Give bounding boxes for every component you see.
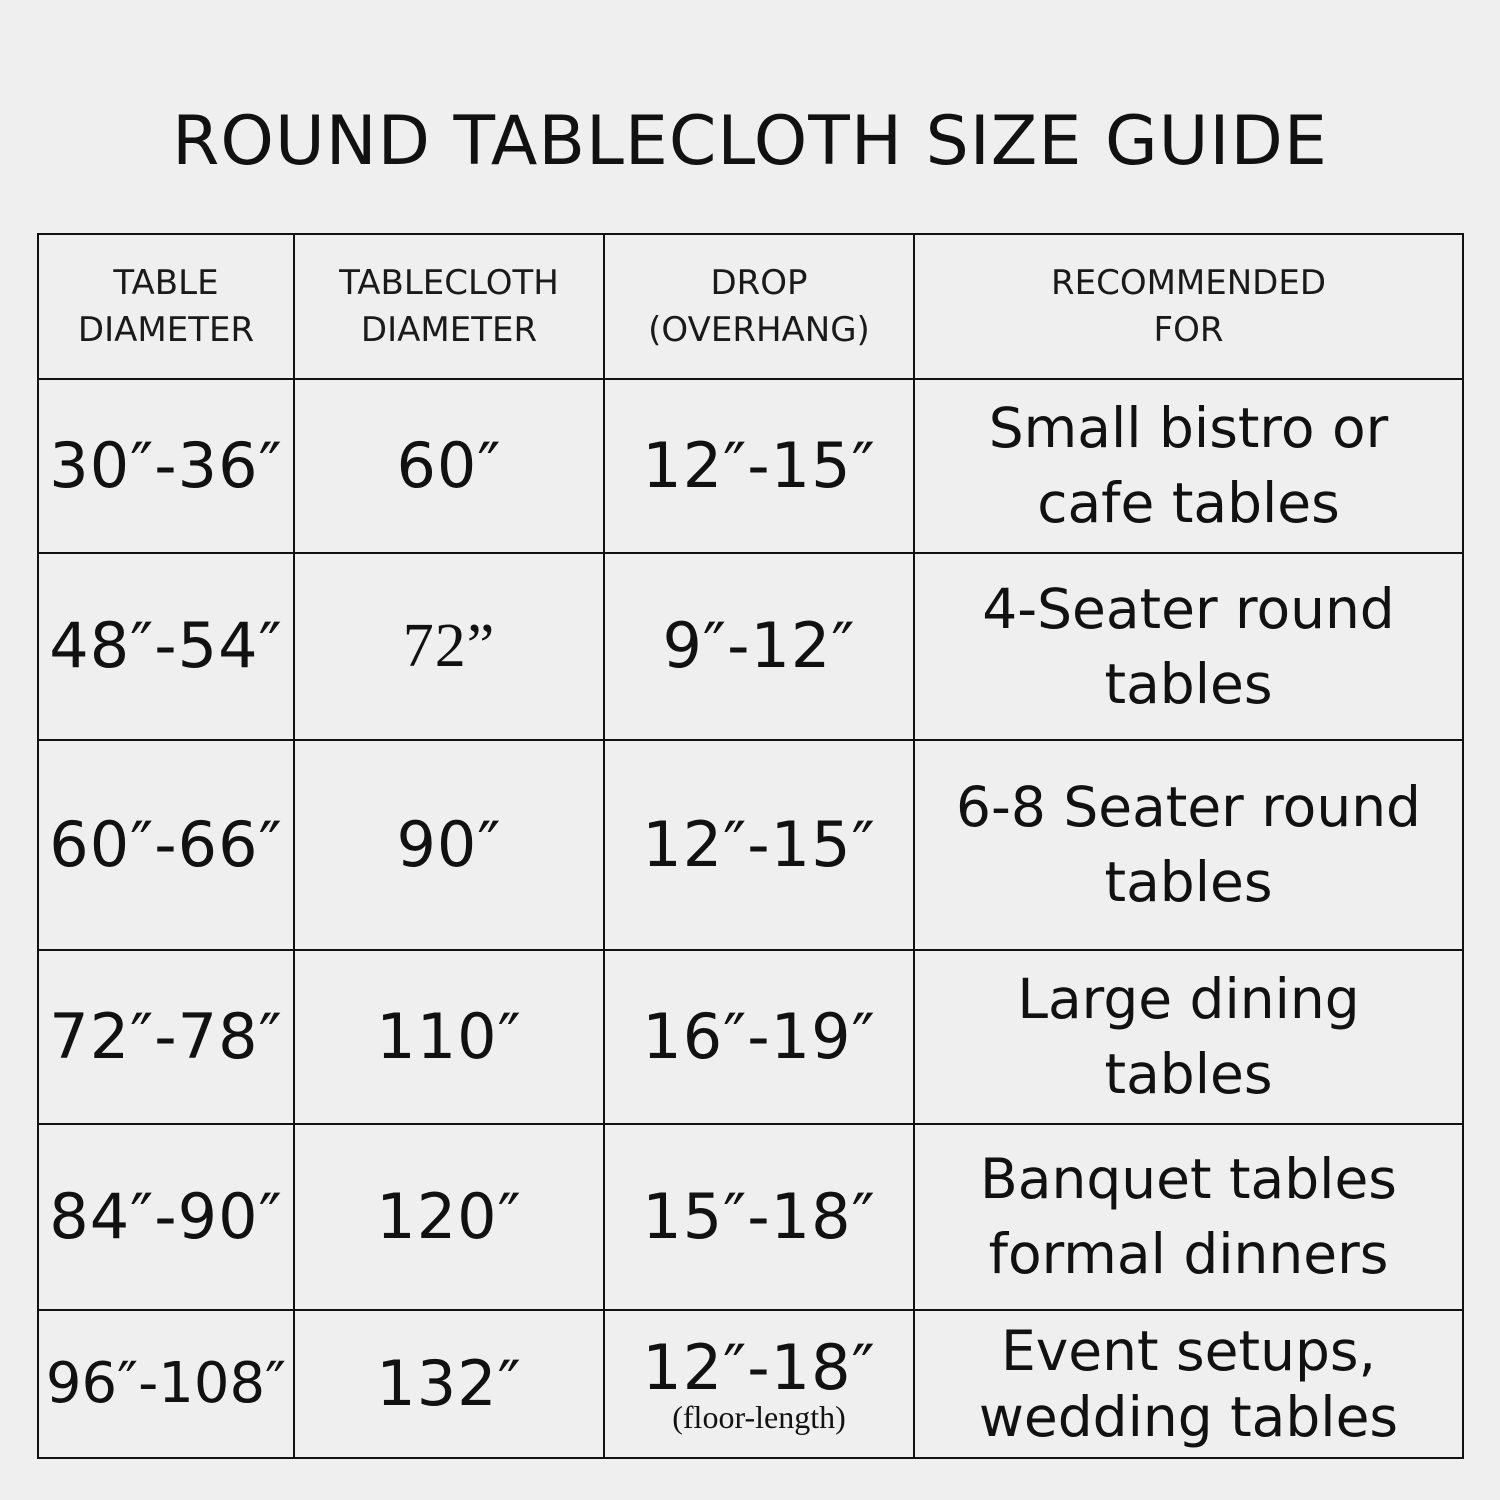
table-row [38, 740, 1463, 950]
table-row [38, 379, 1463, 553]
size-guide-table [37, 233, 1464, 1459]
tablecloth-diameter-cell: 60″ [294, 379, 604, 553]
drop-cell: 16″-19″ [604, 950, 914, 1124]
recommended-cell: 4-Seater round tables [914, 553, 1463, 740]
recommended-cell: 6-8 Seater round tables [914, 740, 1463, 950]
table-diameter-cell: 60″-66″ [38, 740, 294, 950]
header-tablecloth-diameter: TABLECLOTH DIAMETER [294, 234, 604, 379]
recommended-cell: Event setups, wedding tables [914, 1310, 1463, 1458]
recommended-cell: Small bistro or cafe tables [914, 379, 1463, 553]
header-row [38, 234, 1463, 379]
tablecloth-diameter-cell: 110″ [294, 950, 604, 1124]
table-diameter-cell: 96″-108″ [38, 1310, 294, 1458]
table-row [38, 553, 1463, 740]
recommended-cell: Large dining tables [914, 950, 1463, 1124]
table-diameter-cell: 30″-36″ [38, 379, 294, 553]
table-row [38, 1310, 1463, 1458]
drop-cell: 12″-15″ [604, 379, 914, 553]
table-diameter-cell: 48″-54″ [38, 553, 294, 740]
header-recommended: RECOMMENDED FOR [914, 234, 1463, 379]
page-title: ROUND TABLECLOTH SIZE GUIDE [172, 102, 1328, 181]
drop-cell: 15″-18″ [604, 1124, 914, 1310]
tablecloth-diameter-cell: 90″ [294, 740, 604, 950]
tablecloth-diameter-cell: 72” [294, 553, 604, 740]
drop-cell: 12″-15″ [604, 740, 914, 950]
header-table-diameter: TABLE DIAMETER [38, 234, 294, 379]
drop-cell [604, 1310, 914, 1458]
tablecloth-diameter-cell: 132″ [294, 1310, 604, 1458]
recommended-cell: Banquet tables formal dinners [914, 1124, 1463, 1310]
table-row [38, 950, 1463, 1124]
table-row [38, 1124, 1463, 1310]
table-diameter-cell: 84″-90″ [38, 1124, 294, 1310]
drop-value: 12″-18″ [642, 1331, 876, 1405]
tablecloth-diameter-cell: 120″ [294, 1124, 604, 1310]
header-drop: DROP (OVERHANG) [604, 234, 914, 379]
table-diameter-cell: 72″-78″ [38, 950, 294, 1124]
drop-cell: 9″-12″ [604, 553, 914, 740]
drop-note: (floor-length) [672, 1398, 846, 1435]
